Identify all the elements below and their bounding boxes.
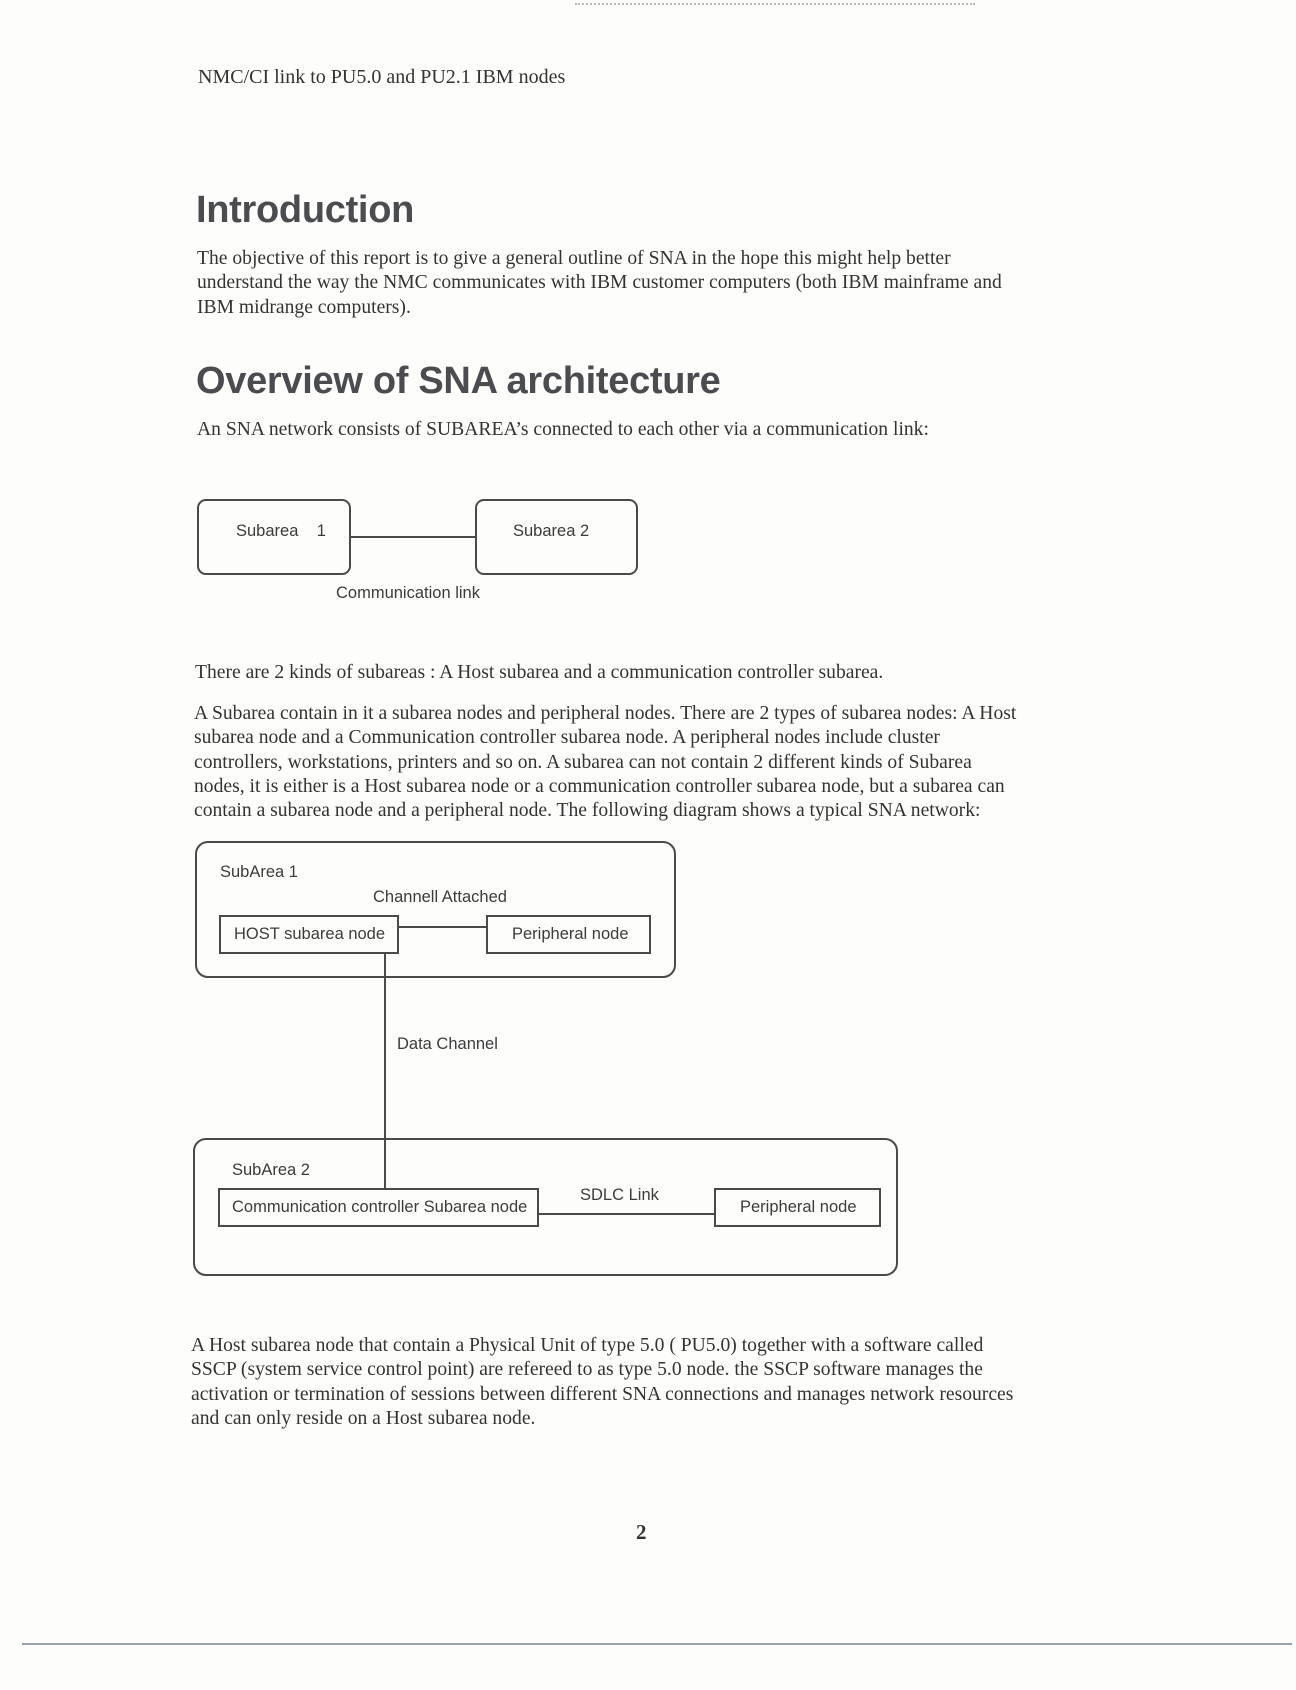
text-line: The objective of this report is to give a general outline of SNA in the hope this might help better [197,248,951,269]
scan-artifact [575,3,975,5]
sdlc-link-line [539,1213,715,1215]
communication-link-line [351,536,475,538]
data-channel-label: Data Channel [397,1035,498,1053]
subarea-1-label: SubArea 1 [220,863,298,881]
subarea-paragraph [194,702,1114,823]
host-subarea-node-label: HOST subarea node [234,925,386,943]
subarea-2-label: Subarea 2 [513,522,590,540]
introduction-heading: Introduction [196,189,415,231]
overview-heading: Overview of SNA architecture [196,360,721,402]
text-line: IBM midrange computers). [197,296,411,318]
running-header: NMC/CI link to PU5.0 and PU2.1 IBM nodes [198,66,566,88]
subarea-1-box [197,499,351,575]
peripheral-node-1-label: Peripheral node [512,925,629,943]
peripheral-node-2-box [714,1188,881,1227]
text-line: A Host subarea node that contain a Physical Unit of type 5.0 ( PU5.0) together with a software called [191,1335,984,1356]
sdlc-link-label: SDLC Link [580,1186,659,1204]
communication-controller-node-box [218,1188,539,1227]
subarea-1-label: Subarea 1 [236,522,326,540]
text-line: SSCP (system service control point) are refereed to as type 5.0 node. the SSCP software manages the [191,1359,983,1381]
text-line: controllers, workstations, printers and so on. A subarea can not contain 2 different kinds of Subarea [194,751,972,773]
text-line: contain a subarea node and a peripheral node. The following diagram shows a typical SNA network: [194,800,981,822]
page-number: 2 [636,1520,647,1544]
text-line: activation or termination of sessions between different SNA connections and manages network resources [191,1383,1014,1405]
subarea-2-box [475,499,638,575]
peripheral-node-1-box [486,915,651,954]
subarea-1-container [195,841,676,978]
introduction-paragraph [197,247,1097,320]
text-line: nodes, it is either is a Host subarea node or a communication controller subarea node, but a subarea can [194,775,1005,797]
communication-controller-node-label: Communication controller Subarea node [232,1198,528,1216]
page-edge [22,1643,1292,1645]
text-line: and can only reside on a Host subarea node. [191,1407,536,1429]
text-line: A Subarea contain in it a subarea nodes and peripheral nodes. There are 2 types of subarea nodes: A Host [194,703,1017,724]
overview-intro-line: An SNA network consists of SUBAREA’s connected to each other via a communication link: [197,419,929,440]
communication-link-label: Communication link [336,584,480,602]
peripheral-node-2-label: Peripheral node [740,1198,857,1216]
host-subarea-node-box [219,915,399,954]
text-line: subarea node and a Communication controller subarea node. A peripheral nodes include cluster [194,727,940,749]
host-subarea-paragraph [191,1334,1111,1431]
text-line: understand the way the NMC communicates with IBM customer computers (both IBM mainframe and [197,272,1002,294]
channel-attached-line [398,926,487,928]
subarea-kinds-line: There are 2 kinds of subareas : A Host subarea and a communication controller subarea. [195,662,884,683]
channel-attached-label: Channell Attached [373,888,507,906]
subarea-2-label: SubArea 2 [232,1161,310,1179]
